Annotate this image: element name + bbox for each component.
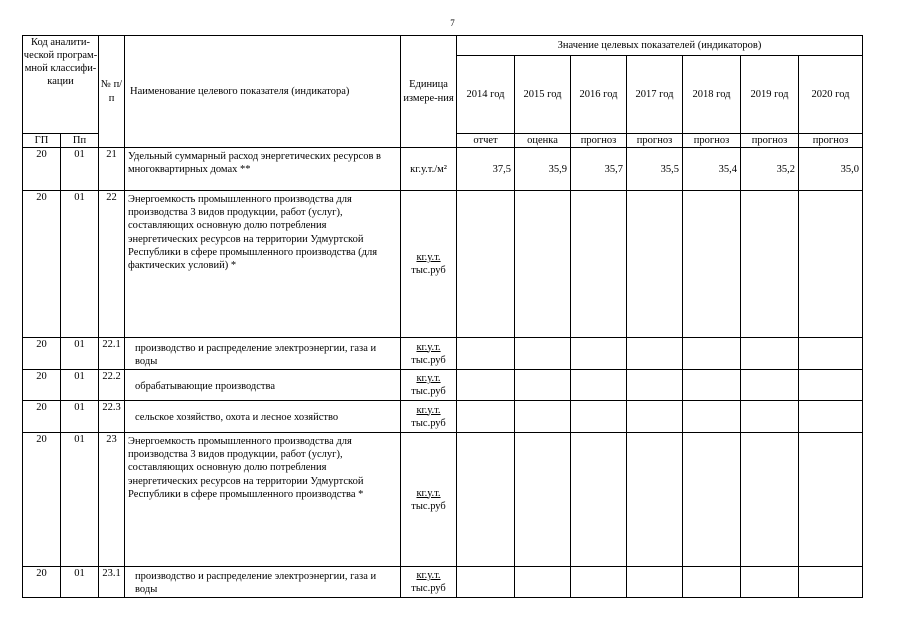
- table-row: [23, 433, 863, 567]
- value-cell: [627, 567, 683, 598]
- value-cell: [515, 338, 571, 370]
- value-cell: [799, 191, 863, 338]
- value-cell: 35,2: [741, 148, 799, 191]
- value-cell: [799, 401, 863, 433]
- value-cell: 35,5: [627, 148, 683, 191]
- unit-numerator: кг.у.т.: [416, 373, 441, 384]
- pp-cell: 01: [61, 338, 99, 370]
- value-cell: [683, 567, 741, 598]
- indicator-name: производство и распределение электроэнергии, газа и воды: [125, 338, 401, 370]
- gp-cell: 20: [23, 370, 61, 401]
- indicator-name: сельское хозяйство, охота и лесное хозяйство: [125, 401, 401, 433]
- value-cell: [683, 401, 741, 433]
- value-cell: [515, 191, 571, 338]
- value-cell: [571, 338, 627, 370]
- gp-cell: 20: [23, 338, 61, 370]
- year-header: 2020 год: [799, 56, 863, 134]
- status-header: прогноз: [799, 134, 863, 148]
- unit-cell: [401, 338, 457, 370]
- value-cell: [457, 567, 515, 598]
- value-cell: [571, 433, 627, 567]
- num-cell: 21: [99, 148, 125, 191]
- num-cell: 22.1: [99, 338, 125, 370]
- unit-cell: [401, 433, 457, 567]
- value-cell: [571, 370, 627, 401]
- pp-header: Пп: [61, 134, 99, 148]
- unit-numerator: кг.у.т.: [416, 487, 441, 499]
- value-cell: [627, 191, 683, 338]
- value-cell: [741, 338, 799, 370]
- pp-cell: 01: [61, 567, 99, 598]
- gp-cell: 20: [23, 433, 61, 567]
- value-cell: [457, 338, 515, 370]
- value-cell: [683, 433, 741, 567]
- indicator-name: Энергоемкость промышленного производства для производства 3 видов продукции, работ (услуг), составляющих основную долю потребления энергетических ресурсов на территории Удмуртской Республики в сфере промышленного производства *: [125, 433, 401, 567]
- table-row: [23, 338, 863, 370]
- value-cell: [571, 567, 627, 598]
- value-cell: [741, 370, 799, 401]
- name-header: Наименование целевого показателя (индикатора): [125, 36, 401, 148]
- value-cell: [799, 338, 863, 370]
- year-header: 2016 год: [571, 56, 627, 134]
- value-cell: [741, 191, 799, 338]
- value-cell: [457, 370, 515, 401]
- unit-denominator: тыс.руб: [411, 354, 446, 366]
- unit-denominator: тыс.руб: [411, 417, 446, 429]
- values-header: Значение целевых показателей (индикаторов): [457, 36, 863, 56]
- num-cell: 22.3: [99, 401, 125, 433]
- unit-numerator: кг.у.т.: [416, 404, 441, 416]
- value-cell: [571, 401, 627, 433]
- value-cell: [627, 338, 683, 370]
- code-header: Код аналити-ческой програм-мной классифи-кации: [23, 36, 99, 134]
- indicator-name: обрабатывающие производства: [125, 370, 401, 401]
- value-cell: [627, 401, 683, 433]
- value-cell: [515, 401, 571, 433]
- gp-header: ГП: [23, 134, 61, 148]
- unit-denominator: тыс.руб: [411, 265, 446, 277]
- gp-cell: 20: [23, 567, 61, 598]
- gp-cell: 20: [23, 191, 61, 338]
- year-header: 2015 год: [515, 56, 571, 134]
- indicator-name: Удельный суммарный расход энергетических ресурсов в многоквартирных домах **: [125, 148, 401, 191]
- unit-cell: кг.у.т./м²: [401, 148, 457, 191]
- unit-denominator: тыс.руб: [411, 386, 446, 398]
- unit-numerator: кг.у.т.: [416, 341, 441, 353]
- value-cell: 35,0: [799, 148, 863, 191]
- indicator-name: производство и распределение электроэнергии, газа и воды: [125, 567, 401, 598]
- table-row: [23, 370, 863, 401]
- year-header: 2014 год: [457, 56, 515, 134]
- value-cell: [627, 370, 683, 401]
- table-row: [23, 191, 863, 338]
- value-cell: [515, 370, 571, 401]
- value-cell: [457, 433, 515, 567]
- year-header: 2017 год: [627, 56, 683, 134]
- gp-cell: 20: [23, 148, 61, 191]
- value-cell: 35,7: [571, 148, 627, 191]
- page-number: 7: [450, 18, 455, 28]
- pp-cell: 01: [61, 401, 99, 433]
- status-header: прогноз: [571, 134, 627, 148]
- value-cell: 37,5: [457, 148, 515, 191]
- pp-cell: 01: [61, 191, 99, 338]
- value-cell: [741, 401, 799, 433]
- year-header: 2019 год: [741, 56, 799, 134]
- value-cell: [799, 433, 863, 567]
- value-cell: 35,4: [683, 148, 741, 191]
- value-cell: [627, 433, 683, 567]
- value-cell: 35,9: [515, 148, 571, 191]
- num-header: № п/п: [99, 36, 125, 148]
- value-cell: [683, 338, 741, 370]
- unit-numerator: кг.у.т.: [416, 252, 441, 263]
- num-cell: 22: [99, 191, 125, 338]
- value-cell: [457, 401, 515, 433]
- unit-denominator: тыс.руб: [411, 583, 446, 595]
- table-row: [23, 567, 863, 598]
- value-cell: [799, 370, 863, 401]
- indicator-name: Энергоемкость промышленного производства для производства 3 видов продукции, работ (услуг), составляющих основную долю потребления энергетических ресурсов на территории Удмуртской Республики в сфере промышленного производства (для фактических условий) *: [125, 191, 401, 338]
- value-cell: [683, 191, 741, 338]
- value-cell: [683, 370, 741, 401]
- num-cell: 23: [99, 433, 125, 567]
- unit-denominator: тыс.руб: [411, 500, 446, 512]
- indicators-table: [22, 35, 863, 598]
- table-row: [23, 401, 863, 433]
- status-header: прогноз: [741, 134, 799, 148]
- unit-cell: [401, 191, 457, 338]
- num-cell: 23.1: [99, 567, 125, 598]
- gp-cell: 20: [23, 401, 61, 433]
- value-cell: [741, 433, 799, 567]
- value-cell: [741, 567, 799, 598]
- value-cell: [457, 191, 515, 338]
- value-cell: [515, 433, 571, 567]
- unit-numerator: кг.у.т.: [416, 570, 441, 581]
- num-cell: 22.2: [99, 370, 125, 401]
- year-header: 2018 год: [683, 56, 741, 134]
- unit-header: Единица измере-ния: [401, 36, 457, 148]
- pp-cell: 01: [61, 433, 99, 567]
- value-cell: [571, 191, 627, 338]
- table-row: [23, 148, 863, 191]
- status-header: прогноз: [627, 134, 683, 148]
- pp-cell: 01: [61, 370, 99, 401]
- value-cell: [799, 567, 863, 598]
- value-cell: [515, 567, 571, 598]
- unit-cell: [401, 370, 457, 401]
- pp-cell: 01: [61, 148, 99, 191]
- status-header: прогноз: [683, 134, 741, 148]
- status-header: отчет: [457, 134, 515, 148]
- status-header: оценка: [515, 134, 571, 148]
- unit-cell: [401, 567, 457, 598]
- unit-cell: [401, 401, 457, 433]
